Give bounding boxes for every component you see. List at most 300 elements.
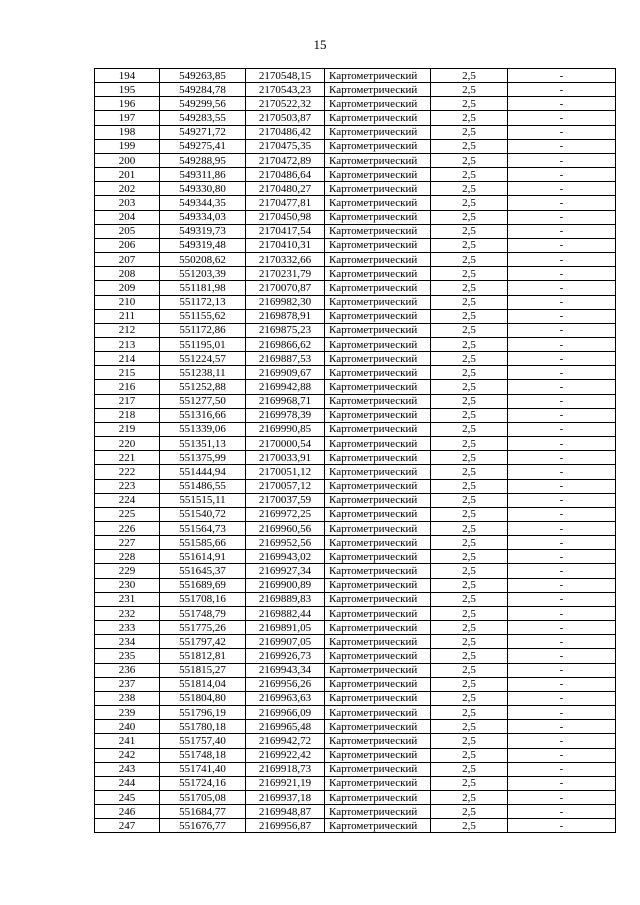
point-number-cell: 210 — [95, 295, 160, 309]
method-cell: Картометрический — [325, 536, 431, 550]
x-coordinate-cell: 551172,13 — [160, 295, 246, 309]
y-coordinate-cell: 2169960,56 — [246, 522, 325, 536]
method-cell: Картометрический — [325, 281, 431, 295]
accuracy-cell: 2,5 — [431, 352, 508, 366]
accuracy-cell: 2,5 — [431, 281, 508, 295]
table-row — [95, 153, 616, 167]
point-number-cell: 221 — [95, 451, 160, 465]
x-coordinate-cell: 551316,66 — [160, 408, 246, 422]
point-number-cell: 219 — [95, 422, 160, 436]
point-number-cell: 224 — [95, 493, 160, 507]
point-number-cell: 208 — [95, 267, 160, 281]
x-coordinate-cell: 551804,80 — [160, 691, 246, 705]
y-coordinate-cell: 2170033,91 — [246, 451, 325, 465]
note-cell: - — [508, 734, 616, 748]
x-coordinate-cell: 549344,35 — [160, 196, 246, 210]
note-cell: - — [508, 83, 616, 97]
point-number-cell: 212 — [95, 323, 160, 337]
method-cell: Картометрический — [325, 762, 431, 776]
y-coordinate-cell: 2169937,18 — [246, 790, 325, 804]
coordinates-table — [94, 68, 616, 833]
x-coordinate-cell: 551375,99 — [160, 451, 246, 465]
method-cell: Картометрический — [325, 422, 431, 436]
note-cell: - — [508, 550, 616, 564]
accuracy-cell: 2,5 — [431, 790, 508, 804]
method-cell: Картометрический — [325, 168, 431, 182]
note-cell: - — [508, 493, 616, 507]
note-cell: - — [508, 196, 616, 210]
table-row — [95, 706, 616, 720]
note-cell: - — [508, 394, 616, 408]
method-cell: Картометрический — [325, 550, 431, 564]
x-coordinate-cell: 551203,39 — [160, 267, 246, 281]
table-row — [95, 337, 616, 351]
note-cell: - — [508, 437, 616, 451]
point-number-cell: 230 — [95, 578, 160, 592]
point-number-cell: 220 — [95, 437, 160, 451]
x-coordinate-cell: 549334,03 — [160, 210, 246, 224]
y-coordinate-cell: 2169942,88 — [246, 380, 325, 394]
note-cell: - — [508, 69, 616, 83]
point-number-cell: 242 — [95, 748, 160, 762]
note-cell: - — [508, 352, 616, 366]
note-cell: - — [508, 210, 616, 224]
x-coordinate-cell: 551238,11 — [160, 366, 246, 380]
accuracy-cell: 2,5 — [431, 125, 508, 139]
method-cell: Картометрический — [325, 295, 431, 309]
note-cell: - — [508, 663, 616, 677]
note-cell: - — [508, 776, 616, 790]
note-cell: - — [508, 536, 616, 550]
x-coordinate-cell: 551676,77 — [160, 819, 246, 833]
method-cell: Картометрический — [325, 380, 431, 394]
table-row — [95, 805, 616, 819]
x-coordinate-cell: 551195,01 — [160, 337, 246, 351]
y-coordinate-cell: 2169968,71 — [246, 394, 325, 408]
method-cell: Картометрический — [325, 394, 431, 408]
x-coordinate-cell: 551684,77 — [160, 805, 246, 819]
accuracy-cell: 2,5 — [431, 451, 508, 465]
table-row — [95, 196, 616, 210]
x-coordinate-cell: 551585,66 — [160, 536, 246, 550]
note-cell: - — [508, 281, 616, 295]
note-cell: - — [508, 507, 616, 521]
x-coordinate-cell: 551748,18 — [160, 748, 246, 762]
method-cell: Картометрический — [325, 748, 431, 762]
table-row — [95, 748, 616, 762]
method-cell: Картометрический — [325, 451, 431, 465]
point-number-cell: 199 — [95, 139, 160, 153]
y-coordinate-cell: 2170486,42 — [246, 125, 325, 139]
x-coordinate-cell: 551351,13 — [160, 437, 246, 451]
y-coordinate-cell: 2170503,87 — [246, 111, 325, 125]
note-cell: - — [508, 691, 616, 705]
y-coordinate-cell: 2170410,31 — [246, 238, 325, 252]
method-cell: Картометрический — [325, 352, 431, 366]
table-row — [95, 83, 616, 97]
table-row — [95, 168, 616, 182]
method-cell: Картометрический — [325, 606, 431, 620]
point-number-cell: 215 — [95, 366, 160, 380]
x-coordinate-cell: 551181,98 — [160, 281, 246, 295]
point-number-cell: 238 — [95, 691, 160, 705]
x-coordinate-cell: 551564,73 — [160, 522, 246, 536]
y-coordinate-cell: 2170472,89 — [246, 153, 325, 167]
table-row — [95, 762, 616, 776]
table-row — [95, 437, 616, 451]
y-coordinate-cell: 2169909,67 — [246, 366, 325, 380]
x-coordinate-cell: 551486,55 — [160, 479, 246, 493]
x-coordinate-cell: 551614,91 — [160, 550, 246, 564]
point-number-cell: 200 — [95, 153, 160, 167]
point-number-cell: 201 — [95, 168, 160, 182]
note-cell: - — [508, 578, 616, 592]
point-number-cell: 206 — [95, 238, 160, 252]
accuracy-cell: 2,5 — [431, 408, 508, 422]
x-coordinate-cell: 551155,62 — [160, 309, 246, 323]
table-row — [95, 281, 616, 295]
accuracy-cell: 2,5 — [431, 550, 508, 564]
y-coordinate-cell: 2169963,63 — [246, 691, 325, 705]
point-number-cell: 246 — [95, 805, 160, 819]
note-cell: - — [508, 380, 616, 394]
accuracy-cell: 2,5 — [431, 734, 508, 748]
method-cell: Картометрический — [325, 621, 431, 635]
y-coordinate-cell: 2170475,35 — [246, 139, 325, 153]
method-cell: Картометрический — [325, 465, 431, 479]
accuracy-cell: 2,5 — [431, 479, 508, 493]
method-cell: Картометрический — [325, 479, 431, 493]
y-coordinate-cell: 2170480,27 — [246, 182, 325, 196]
y-coordinate-cell: 2169891,05 — [246, 621, 325, 635]
table-row — [95, 606, 616, 620]
point-number-cell: 226 — [95, 522, 160, 536]
y-coordinate-cell: 2169943,02 — [246, 550, 325, 564]
note-cell: - — [508, 168, 616, 182]
note-cell: - — [508, 635, 616, 649]
accuracy-cell: 2,5 — [431, 748, 508, 762]
accuracy-cell: 2,5 — [431, 380, 508, 394]
note-cell: - — [508, 762, 616, 776]
table-row — [95, 507, 616, 521]
point-number-cell: 236 — [95, 663, 160, 677]
method-cell: Картометрический — [325, 592, 431, 606]
note-cell: - — [508, 592, 616, 606]
y-coordinate-cell: 2170477,81 — [246, 196, 325, 210]
x-coordinate-cell: 550208,62 — [160, 253, 246, 267]
x-coordinate-cell: 551748,79 — [160, 606, 246, 620]
y-coordinate-cell: 2169926,73 — [246, 649, 325, 663]
note-cell: - — [508, 422, 616, 436]
y-coordinate-cell: 2170332,66 — [246, 253, 325, 267]
accuracy-cell: 2,5 — [431, 706, 508, 720]
accuracy-cell: 2,5 — [431, 309, 508, 323]
accuracy-cell: 2,5 — [431, 720, 508, 734]
accuracy-cell: 2,5 — [431, 83, 508, 97]
method-cell: Картометрический — [325, 437, 431, 451]
accuracy-cell: 2,5 — [431, 522, 508, 536]
page-number: 15 — [313, 37, 327, 52]
x-coordinate-cell: 551797,42 — [160, 635, 246, 649]
note-cell: - — [508, 182, 616, 196]
y-coordinate-cell: 2169948,87 — [246, 805, 325, 819]
point-number-cell: 228 — [95, 550, 160, 564]
table-row — [95, 790, 616, 804]
note-cell: - — [508, 366, 616, 380]
point-number-cell: 227 — [95, 536, 160, 550]
x-coordinate-cell: 551277,50 — [160, 394, 246, 408]
point-number-cell: 197 — [95, 111, 160, 125]
note-cell: - — [508, 790, 616, 804]
method-cell: Картометрический — [325, 706, 431, 720]
accuracy-cell: 2,5 — [431, 139, 508, 153]
x-coordinate-cell: 549288,95 — [160, 153, 246, 167]
note-cell: - — [508, 267, 616, 281]
table-row — [95, 224, 616, 238]
y-coordinate-cell: 2170450,98 — [246, 210, 325, 224]
note-cell: - — [508, 720, 616, 734]
point-number-cell: 214 — [95, 352, 160, 366]
method-cell: Картометрический — [325, 139, 431, 153]
x-coordinate-cell: 551224,57 — [160, 352, 246, 366]
method-cell: Картометрический — [325, 691, 431, 705]
y-coordinate-cell: 2169927,34 — [246, 564, 325, 578]
method-cell: Картометрический — [325, 734, 431, 748]
point-number-cell: 243 — [95, 762, 160, 776]
note-cell: - — [508, 748, 616, 762]
table-row — [95, 238, 616, 252]
x-coordinate-cell: 549311,86 — [160, 168, 246, 182]
table-row — [95, 295, 616, 309]
accuracy-cell: 2,5 — [431, 111, 508, 125]
accuracy-cell: 2,5 — [431, 323, 508, 337]
y-coordinate-cell: 2169889,83 — [246, 592, 325, 606]
point-number-cell: 225 — [95, 507, 160, 521]
x-coordinate-cell: 551645,37 — [160, 564, 246, 578]
note-cell: - — [508, 337, 616, 351]
accuracy-cell: 2,5 — [431, 762, 508, 776]
table-row — [95, 550, 616, 564]
x-coordinate-cell: 551724,16 — [160, 776, 246, 790]
point-number-cell: 241 — [95, 734, 160, 748]
x-coordinate-cell: 549263,85 — [160, 69, 246, 83]
x-coordinate-cell: 551757,40 — [160, 734, 246, 748]
accuracy-cell: 2,5 — [431, 267, 508, 281]
note-cell: - — [508, 309, 616, 323]
method-cell: Картометрический — [325, 196, 431, 210]
table-row — [95, 451, 616, 465]
accuracy-cell: 2,5 — [431, 592, 508, 606]
table-row — [95, 465, 616, 479]
note-cell: - — [508, 323, 616, 337]
table-row — [95, 621, 616, 635]
x-coordinate-cell: 549330,80 — [160, 182, 246, 196]
accuracy-cell: 2,5 — [431, 776, 508, 790]
point-number-cell: 229 — [95, 564, 160, 578]
point-number-cell: 196 — [95, 97, 160, 111]
method-cell: Картометрический — [325, 337, 431, 351]
x-coordinate-cell: 549275,41 — [160, 139, 246, 153]
accuracy-cell: 2,5 — [431, 493, 508, 507]
x-coordinate-cell: 551689,69 — [160, 578, 246, 592]
table-row — [95, 352, 616, 366]
table-row — [95, 635, 616, 649]
table-row — [95, 734, 616, 748]
x-coordinate-cell: 551252,88 — [160, 380, 246, 394]
accuracy-cell: 2,5 — [431, 564, 508, 578]
note-cell: - — [508, 805, 616, 819]
point-number-cell: 207 — [95, 253, 160, 267]
method-cell: Картометрический — [325, 720, 431, 734]
note-cell: - — [508, 111, 616, 125]
coordinates-table-body — [95, 69, 616, 833]
point-number-cell: 202 — [95, 182, 160, 196]
point-number-cell: 213 — [95, 337, 160, 351]
accuracy-cell: 2,5 — [431, 97, 508, 111]
method-cell: Картометрический — [325, 522, 431, 536]
method-cell: Картометрический — [325, 790, 431, 804]
table-row — [95, 649, 616, 663]
table-row — [95, 380, 616, 394]
y-coordinate-cell: 2169966,09 — [246, 706, 325, 720]
y-coordinate-cell: 2169965,48 — [246, 720, 325, 734]
y-coordinate-cell: 2169956,87 — [246, 819, 325, 833]
table-row — [95, 394, 616, 408]
y-coordinate-cell: 2169878,91 — [246, 309, 325, 323]
method-cell: Картометрический — [325, 819, 431, 833]
x-coordinate-cell: 551444,94 — [160, 465, 246, 479]
x-coordinate-cell: 551780,18 — [160, 720, 246, 734]
x-coordinate-cell: 549319,48 — [160, 238, 246, 252]
table-row — [95, 691, 616, 705]
y-coordinate-cell: 2169922,42 — [246, 748, 325, 762]
note-cell: - — [508, 606, 616, 620]
accuracy-cell: 2,5 — [431, 507, 508, 521]
y-coordinate-cell: 2169918,73 — [246, 762, 325, 776]
method-cell: Картометрический — [325, 663, 431, 677]
x-coordinate-cell: 551705,08 — [160, 790, 246, 804]
point-number-cell: 223 — [95, 479, 160, 493]
accuracy-cell: 2,5 — [431, 238, 508, 252]
y-coordinate-cell: 2169882,44 — [246, 606, 325, 620]
x-coordinate-cell: 551796,19 — [160, 706, 246, 720]
x-coordinate-cell: 551540,72 — [160, 507, 246, 521]
y-coordinate-cell: 2170486,64 — [246, 168, 325, 182]
table-row — [95, 720, 616, 734]
point-number-cell: 211 — [95, 309, 160, 323]
x-coordinate-cell: 551741,40 — [160, 762, 246, 776]
y-coordinate-cell: 2169990,85 — [246, 422, 325, 436]
point-number-cell: 194 — [95, 69, 160, 83]
method-cell: Картометрический — [325, 210, 431, 224]
y-coordinate-cell: 2169978,39 — [246, 408, 325, 422]
method-cell: Картометрический — [325, 111, 431, 125]
table-row — [95, 267, 616, 281]
method-cell: Картометрический — [325, 564, 431, 578]
table-row — [95, 479, 616, 493]
y-coordinate-cell: 2169887,53 — [246, 352, 325, 366]
point-number-cell: 237 — [95, 677, 160, 691]
note-cell: - — [508, 465, 616, 479]
table-row — [95, 592, 616, 606]
accuracy-cell: 2,5 — [431, 210, 508, 224]
method-cell: Картометрический — [325, 69, 431, 83]
accuracy-cell: 2,5 — [431, 295, 508, 309]
note-cell: - — [508, 522, 616, 536]
note-cell: - — [508, 621, 616, 635]
accuracy-cell: 2,5 — [431, 805, 508, 819]
method-cell: Картометрический — [325, 649, 431, 663]
method-cell: Картометрический — [325, 253, 431, 267]
table-row — [95, 366, 616, 380]
accuracy-cell: 2,5 — [431, 536, 508, 550]
accuracy-cell: 2,5 — [431, 366, 508, 380]
x-coordinate-cell: 551172,86 — [160, 323, 246, 337]
accuracy-cell: 2,5 — [431, 635, 508, 649]
note-cell: - — [508, 677, 616, 691]
note-cell: - — [508, 153, 616, 167]
method-cell: Картометрический — [325, 323, 431, 337]
method-cell: Картометрический — [325, 507, 431, 521]
table-row — [95, 493, 616, 507]
y-coordinate-cell: 2170548,15 — [246, 69, 325, 83]
point-number-cell: 198 — [95, 125, 160, 139]
table-row — [95, 253, 616, 267]
accuracy-cell: 2,5 — [431, 663, 508, 677]
accuracy-cell: 2,5 — [431, 422, 508, 436]
method-cell: Картометрический — [325, 182, 431, 196]
point-number-cell: 232 — [95, 606, 160, 620]
table-row — [95, 663, 616, 677]
method-cell: Картометрический — [325, 224, 431, 238]
x-coordinate-cell: 549319,73 — [160, 224, 246, 238]
point-number-cell: 239 — [95, 706, 160, 720]
point-number-cell: 203 — [95, 196, 160, 210]
method-cell: Картометрический — [325, 776, 431, 790]
accuracy-cell: 2,5 — [431, 819, 508, 833]
method-cell: Картометрический — [325, 366, 431, 380]
x-coordinate-cell: 551814,04 — [160, 677, 246, 691]
method-cell: Картометрический — [325, 153, 431, 167]
x-coordinate-cell: 551775,26 — [160, 621, 246, 635]
note-cell: - — [508, 253, 616, 267]
method-cell: Картометрический — [325, 83, 431, 97]
table-row — [95, 323, 616, 337]
method-cell: Картометрический — [325, 408, 431, 422]
y-coordinate-cell: 2169943,34 — [246, 663, 325, 677]
point-number-cell: 216 — [95, 380, 160, 394]
x-coordinate-cell: 549283,55 — [160, 111, 246, 125]
accuracy-cell: 2,5 — [431, 224, 508, 238]
x-coordinate-cell: 551708,16 — [160, 592, 246, 606]
table-row — [95, 125, 616, 139]
point-number-cell: 234 — [95, 635, 160, 649]
point-number-cell: 209 — [95, 281, 160, 295]
method-cell: Картометрический — [325, 267, 431, 281]
x-coordinate-cell: 551815,27 — [160, 663, 246, 677]
table-row — [95, 677, 616, 691]
note-cell: - — [508, 139, 616, 153]
note-cell: - — [508, 564, 616, 578]
note-cell: - — [508, 479, 616, 493]
y-coordinate-cell: 2170000,54 — [246, 437, 325, 451]
point-number-cell: 233 — [95, 621, 160, 635]
y-coordinate-cell: 2169952,56 — [246, 536, 325, 550]
point-number-cell: 231 — [95, 592, 160, 606]
y-coordinate-cell: 2170057,12 — [246, 479, 325, 493]
x-coordinate-cell: 549271,72 — [160, 125, 246, 139]
method-cell: Картометрический — [325, 805, 431, 819]
